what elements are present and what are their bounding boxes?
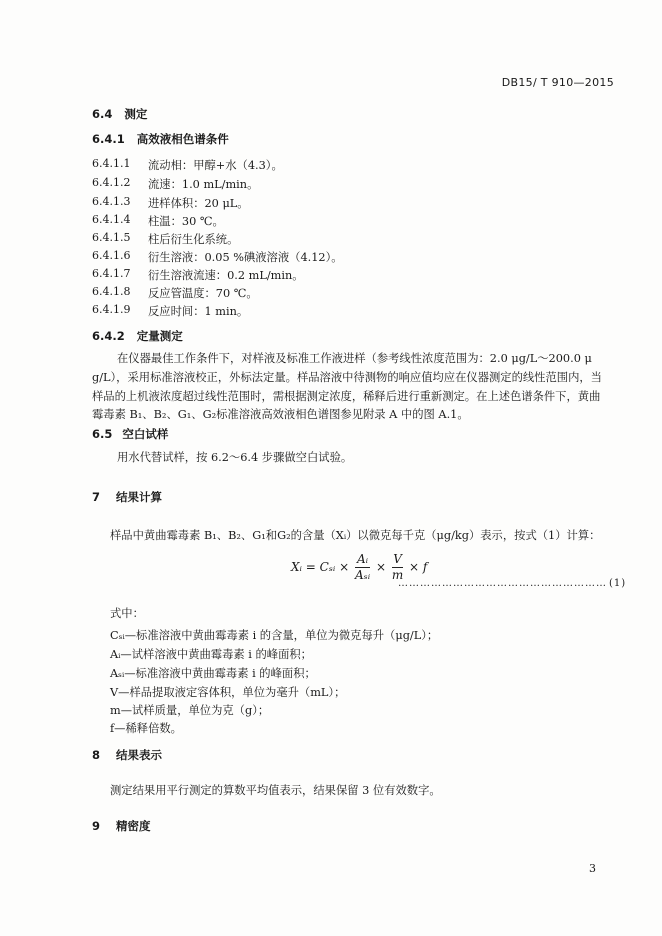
fraction-numerator: Aᵢ (355, 552, 370, 568)
section-6-5-heading (92, 426, 168, 442)
paragraph-line: 样品中黄曲霉毒素 B₁、B₂、G₁和G₂的含量（Xᵢ）以微克每千克（μg/kg）表示，按式（1）计算： (110, 529, 601, 542)
section-title: 高效液相色谱条件 (136, 132, 229, 146)
fraction-area (355, 552, 370, 583)
paragraph-line: 用水代替试样，按 6.2～6.4 步骤做空白试验。 (117, 451, 353, 464)
section-9-heading (92, 818, 151, 834)
paragraph-line: g/L），采用标准溶液校正，外标法定量。样品溶液中待测物的响应值均应在仪器测定的线性范围内，当 (92, 371, 602, 384)
section-number: 6.4 (92, 107, 113, 121)
item-text: 反应管温度：70 ℃。 (148, 287, 258, 300)
item-number: 6.4.1.2 (92, 176, 131, 189)
definition-item: Aᵢ—试样溶液中黄曲霉毒素 i 的峰面积； (110, 648, 312, 661)
item-number: 6.4.1.8 (92, 285, 131, 298)
page-number: 3 (589, 862, 596, 875)
formula-leader-dots: ………………………………………………… (1) (398, 578, 627, 589)
item-text: 柱温：30 ℃。 (148, 215, 224, 228)
condition-item (92, 213, 224, 228)
definition-item: f—稀释倍数。 (110, 722, 182, 735)
section-7-heading (92, 489, 162, 505)
section-number: 9 (92, 819, 101, 833)
section-6-4-2-heading (92, 328, 183, 344)
section-number: 6.4.1 (92, 132, 125, 146)
section-title: 结果计算 (116, 490, 163, 504)
paragraph-line: 样品的上机液浓度超过线性范围时，需根据测定浓度，稀释后进行重新测定。在上述色谱条件下，黄曲 (92, 390, 601, 403)
item-number: 6.4.1.5 (92, 231, 131, 244)
section-6-4-heading (92, 106, 147, 122)
section-title: 结果表示 (116, 748, 163, 762)
paragraph-line: 测定结果用平行测定的算数平均值表示，结果保留 3 位有效数字。 (110, 784, 441, 797)
item-number: 6.4.1.1 (92, 157, 131, 170)
definition-item: V—样品提取液定容体积，单位为毫升（mL）； (110, 686, 346, 699)
condition-item (92, 176, 259, 191)
section-6-4-1-heading (92, 131, 229, 147)
item-number: 6.4.1.9 (92, 303, 131, 316)
section-number: 6.5 (92, 427, 113, 441)
section-title: 精密度 (116, 819, 151, 833)
section-number: 6.4.2 (92, 329, 125, 343)
section-title: 测定 (124, 107, 148, 121)
item-text: 衍生溶液流速：0.2 mL/min。 (148, 269, 304, 282)
paragraph-line: 在仪器最佳工作条件下，对样液及标准工作液进样（参考线性浓度范围为：2.0 μg/L～200.0 μ (117, 352, 592, 365)
section-title: 空白试样 (122, 427, 169, 441)
item-text: 流速：1.0 mL/min。 (148, 178, 259, 191)
section-number: 8 (92, 748, 101, 762)
definition-item: Cₛᵢ—标准溶液中黄曲霉毒素 i 的含量，单位为微克每升（μg/L）； (110, 629, 439, 642)
condition-item (92, 267, 304, 282)
fraction-denominator: m (391, 568, 404, 582)
condition-item (92, 195, 249, 210)
times-operator: × (375, 560, 386, 574)
fraction-numerator: V (393, 552, 402, 566)
condition-item (92, 231, 239, 246)
item-text: 进样体积：20 μL。 (148, 197, 249, 210)
where-label: 式中： (110, 607, 144, 620)
item-text: 柱后衍生化系统。 (148, 233, 239, 246)
section-8-heading (92, 747, 162, 763)
formula-lhs: Xᵢ = Cₛᵢ × (291, 560, 350, 574)
item-number: 6.4.1.3 (92, 195, 131, 208)
condition-item (92, 285, 258, 300)
section-number: 7 (92, 490, 101, 504)
condition-item (92, 157, 283, 172)
item-number: 6.4.1.4 (92, 213, 131, 226)
definition-item: m—试样质量，单位为克（g）； (110, 704, 270, 717)
paragraph-line: 霉毒素 B₁、B₂、G₁、G₂标准溶液高效液相色谱图参见附录 A 中的图 A.1。 (92, 408, 469, 421)
item-text: 衍生溶液：0.05 %碘液溶液（4.12）。 (148, 251, 343, 264)
item-number: 6.4.1.6 (92, 249, 131, 262)
formula-tail: × f (409, 560, 428, 574)
fraction-denominator: Aₛᵢ (354, 568, 371, 582)
item-text: 反应时间：1 min。 (148, 305, 249, 318)
item-number: 6.4.1.7 (92, 267, 131, 280)
item-text: 流动相：甲醇+水（4.3）。 (148, 159, 283, 172)
definition-item: Aₛᵢ—标准溶液中黄曲霉毒素 i 的峰面积； (110, 667, 316, 680)
equation-number: (1) (609, 578, 627, 589)
condition-item (92, 249, 343, 264)
condition-item (92, 303, 249, 318)
section-title: 定量测定 (136, 329, 183, 343)
document-code: DB15/ T 910—2015 (501, 76, 614, 89)
